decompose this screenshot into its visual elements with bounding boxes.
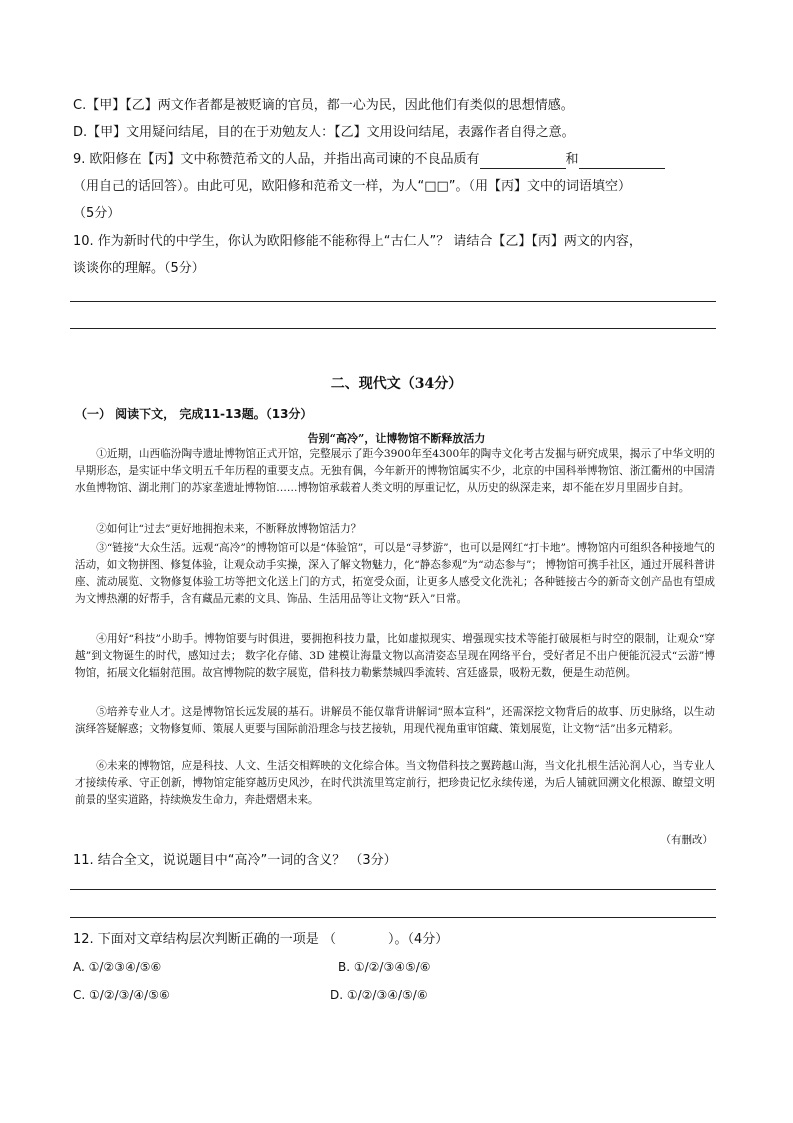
reading-subhead: （一） 阅读下文， 完成11-13题。（13分） [75,407,313,421]
question-9-and: 和 [565,152,579,167]
question-9-line-2: （用自己的话回答）。由此可见，欧阳修和范希文一样，为人“□□”。（用【丙】文中的词语填空） [73,179,632,194]
question-9-prompt: 9. 欧阳修在【丙】文中称赞范希文的人品，并指出高司谏的不良品质有 [73,152,480,167]
question-12: 12. 下面对文章结构层次判断正确的一项是 （ ）。（4分） [73,932,449,947]
question-11: 11. 结合全文，说说题目中“高冷”一词的含义？ （3分） [73,853,397,868]
question-12-option-d[interactable]: D. ①/②/③④/⑤/⑥ [330,988,428,1002]
answer-line-3[interactable] [70,889,716,890]
question-12-option-a[interactable]: A. ①/②③④/⑤⑥ [73,960,162,974]
section-title: 二、现代文（34分） [330,376,463,392]
question-12-option-c[interactable]: C. ①/②/③/④/⑤⑥ [73,988,170,1002]
question-12-option-b[interactable]: B. ①/②/③④⑤/⑥ [338,960,431,974]
answer-line-2[interactable] [70,328,716,329]
question-9-score: （5分） [73,206,121,221]
article-paragraph-1: ①近期，山西临汾陶寺遗址博物馆正式开馆，完整展示了距今3900年至4300年的陶寺文化考古发掘与研究成果，揭示了中华文明的早期形态，是实证中华文明五千年历程的重要支点。无独有偶，今年新开的博物馆属实不少，北京的中国科举博物馆、浙江衢州的中国清水鱼博物馆、湖北荆门的苏家垄遗址博物馆……博物馆承载着人类文明的厚重记忆，从历史的纵深走来，却不能在岁月里固步自封。 [75,448,715,494]
article-paragraph-5: ⑤培养专业人才。这是博物馆长远发展的基石。讲解员不能仅靠背讲解词“照本宣科”，还需深挖文物背后的故事、历史脉络，以生动演绎答疑解惑；文物修复师、策展人更要与国际前沿理念与技艺接轨，用现代视角重审馆藏、策划展览，让文物“活”出多元精彩。 [75,706,715,735]
answer-blank-2[interactable] [579,154,665,169]
article-paragraph-3: ③“链接”大众生活。远观“高冷”的博物馆可以是“体验馆”，可以是“寻梦游”，也可以是网红“打卡地”。博物馆内可组织各种接地气的活动，如文物拼图、修复体验，让观众动手实操，深入了解文物魅力，化“静态参观”为“动态参与”； 博物馆可携手社区，通过开展科普讲座、流动展览、文物修复体验工坊等把文化送上门的方式，拓宽受众面，让更多人感受文化洗礼；各种链接古今的新奇文创产品也有望成为文博热潮的好帮手，含有藏品元素的文具、饰品、生活用品等让文物“跃入”日常。 [75,542,715,605]
question-8-option-c: C.【甲】【乙】两文作者都是被贬谪的官员，都一心为民，因此他们有类似的思想情感。 [73,98,574,113]
article-paragraph-6: ⑥未来的博物馆，应是科技、人文、生活交相辉映的文化综合体。当文物借科技之翼跨越山海，当文化扎根生活沁润人心，当专业人才接续传承、守正创新，博物馆定能穿越历史风沙，在时代洪流里笃定前行，把珍贵记忆永续传递，为后人铺就回溯文化根源、瞭望文明前景的坚实道路，持续焕发生命力，奔赴熠熠未来。 [75,760,715,806]
article-title: 告别“高冷”，让博物馆不断释放活力 [307,432,486,445]
source-note: （有删改） [660,834,713,846]
answer-blank-1[interactable] [480,154,566,169]
question-9-line-1 [73,151,665,169]
question-10-line-1: 10. 作为新时代的中学生，你认为欧阳修能不能称得上“古仁人”？ 请结合【乙】【丙】两文的内容， [73,234,642,249]
answer-line-1[interactable] [70,301,716,302]
article-paragraph-2: ②如何让“过去”更好地拥抱未来，不断释放博物馆活力？ [96,523,362,535]
answer-line-4[interactable] [70,917,716,918]
article-paragraph-4: ④用好“科技”小助手。博物馆要与时俱进，要拥抱科技力量，比如虚拟现实、增强现实技术等能打破展柜与时空的限制，让观众“穿越”到文物诞生的时代，感知过去； 数字化存储、3D 建模让海量文物以高清姿态呈现在网络平台，受好者足不出户便能沉浸式“云游”博物馆，拓展文化辐射范围。故宫博物院的数字展览，借科技力勒紫禁城四季流转、宫廷盛景，吸粉无数，便是生动范例。 [75,633,715,679]
question-10-line-2: 谈谈你的理解。（5分） [73,261,205,276]
question-8-option-d: D.【甲】文用疑问结尾，目的在于劝勉友人：【乙】文用设问结尾，表露作者自得之意。 [73,125,575,140]
